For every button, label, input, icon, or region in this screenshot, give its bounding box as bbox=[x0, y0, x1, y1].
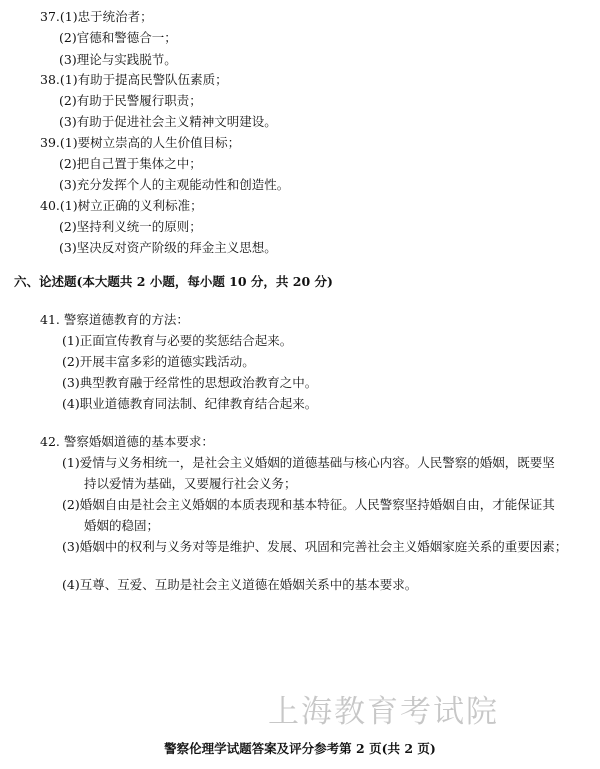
page-footer: 警察伦理学试题答案及评分参考第 2 页(共 2 页) bbox=[164, 741, 436, 756]
q38-number: 38. bbox=[40, 72, 60, 87]
q40-number: 40. bbox=[40, 198, 60, 213]
q39-item-2: (2)把自己置于集体之中； bbox=[59, 156, 202, 171]
q38-item-2: (2)有助于民警履行职责； bbox=[59, 93, 202, 108]
q42-item-4: (4)互尊、互爱、互助是社会主义道德在婚姻关系中的基本要求。 bbox=[62, 577, 418, 592]
q41-item-2: (2)开展丰富多彩的道德实践活动。 bbox=[62, 354, 255, 369]
q37-number: 37. bbox=[40, 9, 60, 24]
q41-item-1: (1)正面宣传教育与必要的奖惩结合起来。 bbox=[62, 333, 293, 348]
q42-item-1: (1)爱情与义务相统一，是社会主义婚姻的道德基础与核心内容。人民警察的婚姻，既要坚 bbox=[62, 455, 555, 470]
q42-item-2: (2)婚姻自由是社会主义婚姻的本质表现和基本特征。人民警察坚持婚姻自由，才能保证其 bbox=[62, 497, 555, 512]
q42-item-1-cont: 持以爱情为基础，又要履行社会义务； bbox=[84, 476, 297, 491]
q39-number: 39. bbox=[40, 135, 60, 150]
q37-item-2: (2)官德和警德合一； bbox=[59, 30, 177, 45]
section-6-heading: 六、论述题(本大题共 2 小题，每小题 10 分，共 20 分) bbox=[14, 274, 333, 289]
q40-item-1: 40.(1)树立正确的义利标准； bbox=[40, 198, 203, 213]
q41-title: 41. 警察道德教育的方法： bbox=[40, 312, 189, 327]
q41-item-4: (4)职业道德教育同法制、纪律教育结合起来。 bbox=[62, 396, 318, 411]
q42-title: 42. 警察婚姻道德的基本要求： bbox=[40, 434, 214, 449]
q42-item-3: (3)婚姻中的权利与义务对等是维护、发展、巩固和完善社会主义婚姻家庭关系的重要因素； bbox=[62, 539, 568, 554]
q37-item-3: (3)理论与实践脱节。 bbox=[59, 52, 177, 67]
q38-item-1: 38.(1)有助于提高民警队伍素质； bbox=[40, 72, 228, 87]
q40-item-3: (3)坚决反对资产阶级的拜金主义思想。 bbox=[59, 240, 277, 255]
q37-item-1: 37.(1)忠于统治者； bbox=[40, 9, 153, 24]
q41-item-3: (3)典型教育融于经常性的思想政治教育之中。 bbox=[62, 375, 318, 390]
watermark: 上海教育考试院 bbox=[268, 694, 499, 730]
q39-item-1: 39.(1)要树立崇高的人生价值目标； bbox=[40, 135, 241, 150]
q42-item-2-cont: 婚姻的稳固； bbox=[84, 518, 160, 533]
q38-item-3: (3)有助于促进社会主义精神文明建设。 bbox=[59, 114, 277, 129]
q39-item-3: (3)充分发挥个人的主观能动性和创造性。 bbox=[59, 177, 290, 192]
q40-item-2: (2)坚持利义统一的原则； bbox=[59, 219, 202, 234]
